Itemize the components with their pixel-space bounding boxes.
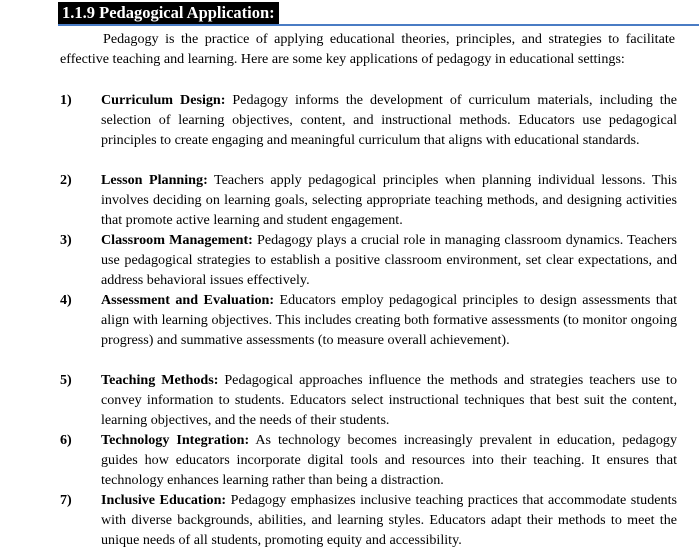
list-item-number: 4) <box>60 292 72 308</box>
list-item-number: 2) <box>60 172 72 188</box>
list-item-term: Lesson Planning: <box>101 172 208 188</box>
section-heading: 1.1.9 Pedagogical Application: <box>58 2 279 24</box>
list-item-number: 5) <box>60 372 72 388</box>
list-item-lesson-planning <box>58 170 677 230</box>
list-item-classroom-management <box>58 230 677 290</box>
list-item-term: Teaching Methods: <box>101 372 219 388</box>
list-item-text: Pedagogical approaches influence the methods and strategies teachers use to convey information to students. Educators select instructional techniques that best suit the content, learning objectives, and the needs of their students. <box>101 372 677 428</box>
list-item-term: Classroom Management: <box>101 232 253 248</box>
list-item-term: Inclusive Education: <box>101 492 227 508</box>
list-item-assessment-evaluation <box>58 290 677 370</box>
list-item-number: 1) <box>60 92 72 108</box>
list-item-text: As technology becomes increasingly prevalent in education, pedagogy guides how educators incorporate digital tools and resources into their teaching. It ensures that technology enhances learning rather than being a distraction. <box>101 432 677 488</box>
list-item-number: 3) <box>60 232 72 248</box>
list-item-text: Teachers apply pedagogical principles when planning individual lessons. This involves deciding on learning goals, selecting appropriate teaching methods, and designing activities that promote active learning and student engagement. <box>101 172 677 228</box>
list-item-text: Pedagogy emphasizes inclusive teaching practices that accommodate students with diverse backgrounds, abilities, and learning styles. Educators adapt their methods to meet the unique needs of all students, promoting equity and accessibility. <box>101 492 677 548</box>
list-item-number: 6) <box>60 432 72 448</box>
list-item-curriculum-design <box>58 90 677 170</box>
list-item-term: Assessment and Evaluation: <box>101 292 275 308</box>
list-item-text: Pedagogy plays a crucial role in managing classroom dynamics. Teachers use pedagogical strategies to establish a positive classroom environment, set clear expectations, and address behavioral issues effectively. <box>101 232 677 288</box>
list-item-text: Educators employ pedagogical principles to design assessments that align with learning objectives. This includes creating both formative assessments (to monitor ongoing progress) and summative assessments (to measure overall achievement). <box>101 292 677 348</box>
list-item-text: Pedagogy informs the development of curriculum materials, including the selection of learning objectives, content, and instructional methods. Educators use pedagogical principles to create engaging and meaningful curriculum that aligns with educational standards. <box>101 92 677 148</box>
list-item-number: 7) <box>60 492 72 508</box>
heading-underline <box>58 24 699 26</box>
section-heading-block <box>58 2 698 26</box>
list-item-technology-integration <box>58 430 677 490</box>
list-item-term: Curriculum Design: <box>101 92 226 108</box>
intro-paragraph: Pedagogy is the practice of applying educational theories, principles, and strategies to facilitate effective teaching and learning. Here are some key applications of pedagogy in educational settings: <box>60 31 675 67</box>
applications-list <box>58 90 677 550</box>
list-item-inclusive-education <box>58 490 677 550</box>
list-item-teaching-methods <box>58 370 677 430</box>
list-item-term: Technology Integration: <box>101 432 250 448</box>
